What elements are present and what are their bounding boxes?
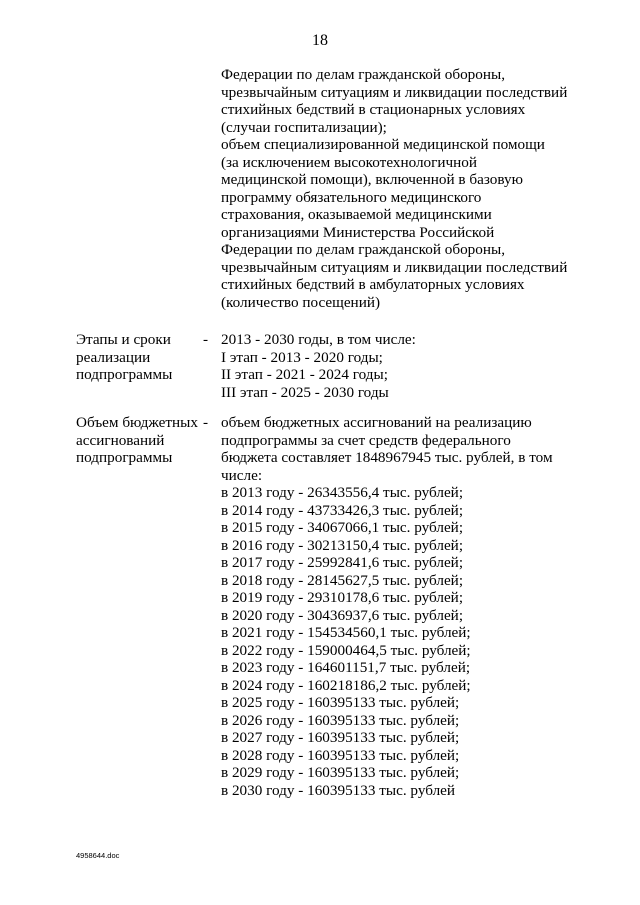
budget-year-line: в 2018 году - 28145627,5 тыс. рублей; xyxy=(221,571,464,589)
budget-year-line: в 2030 году - 160395133 тыс. рублей xyxy=(221,781,456,799)
intro-line: программу обязательного медицинского xyxy=(221,188,482,206)
stages-label xyxy=(76,331,201,384)
budget-year-line: в 2014 году - 43733426,3 тыс. рублей; xyxy=(221,501,464,519)
budget-label-line: ассигнований xyxy=(76,431,165,449)
budget-year-line: в 2029 году - 160395133 тыс. рублей; xyxy=(221,764,460,781)
intro-text xyxy=(221,66,601,311)
budget-dash: - xyxy=(203,414,209,431)
budget-year-line: в 2013 году - 26343556,4 тыс. рублей; xyxy=(221,484,464,501)
budget-year-line: в 2022 году - 159000464,5 тыс. рублей; xyxy=(221,641,471,659)
budget-year-line: в 2023 году - 164601151,7 тыс. рублей; xyxy=(221,659,471,676)
stages-label-line: реализации xyxy=(76,348,151,366)
budget-year-line: в 2016 году - 30213150,4 тыс. рублей; xyxy=(221,536,464,554)
budget-year-line: в 2026 году - 160395133 тыс. рублей; xyxy=(221,711,460,729)
stages-value-line: II этап - 2021 - 2024 годы; xyxy=(221,366,388,383)
intro-line: чрезвычайным ситуациям и ликвидации последствий xyxy=(221,83,568,101)
intro-line: медицинской помощи), включенной в базовую xyxy=(221,171,523,188)
budget-value xyxy=(221,414,601,799)
page-number: 18 xyxy=(312,32,328,49)
stages-value-line: 2013 - 2030 годы, в том числе: xyxy=(221,331,416,348)
budget-year-line: в 2028 году - 160395133 тыс. рублей; xyxy=(221,746,460,764)
budget-year-line: в 2017 году - 25992841,6 тыс. рублей; xyxy=(221,554,464,571)
budget-year-line: в 2025 году - 160395133 тыс. рублей; xyxy=(221,694,460,711)
stages-label-line: Этапы и сроки xyxy=(76,331,171,348)
budget-year-line: в 2019 году - 29310178,6 тыс. рублей; xyxy=(221,589,464,606)
budget-year-line: в 2021 году - 154534560,1 тыс. рублей; xyxy=(221,624,471,641)
stages-label-line: подпрограммы xyxy=(76,366,173,383)
stages-value-line: I этап - 2013 - 2020 годы; xyxy=(221,348,383,366)
budget-label-line: Объем бюджетных xyxy=(76,414,198,431)
intro-line: объем специализированной медицинской помощи xyxy=(221,136,545,153)
budget-value-line: объем бюджетных ассигнований на реализацию xyxy=(221,414,532,431)
intro-line: Федерации по делам гражданской обороны, xyxy=(221,66,505,83)
budget-value-line: числе: xyxy=(221,466,263,484)
intro-line: (случаи госпитализации); xyxy=(221,118,387,136)
file-name-footer: 4958644.doc xyxy=(76,851,120,860)
intro-line: (количество посещений) xyxy=(221,293,381,311)
budget-year-line: в 2024 году - 160218186,2 тыс. рублей; xyxy=(221,676,471,694)
budget-year-line: в 2015 году - 34067066,1 тыс. рублей; xyxy=(221,519,464,536)
intro-line: стихийных бедствий в амбулаторных условиях xyxy=(221,276,525,293)
budget-label xyxy=(76,414,201,467)
intro-line: чрезвычайным ситуациям и ликвидации последствий xyxy=(221,258,568,276)
intro-line: Федерации по делам гражданской обороны, xyxy=(221,241,505,258)
intro-line: страхования, оказываемой медицинскими xyxy=(221,206,492,223)
stages-dash: - xyxy=(203,331,209,348)
budget-year-line: в 2020 году - 30436937,6 тыс. рублей; xyxy=(221,606,464,624)
budget-year-line: в 2027 году - 160395133 тыс. рублей; xyxy=(221,729,460,746)
intro-line: (за исключением высокотехнологичной xyxy=(221,153,477,171)
budget-label-line: подпрограммы xyxy=(76,449,173,466)
stages-value xyxy=(221,331,601,401)
budget-value-line: бюджета составляет 1848967945 тыс. рублей, в том xyxy=(221,449,553,466)
stages-value-line: III этап - 2025 - 2030 годы xyxy=(221,383,389,401)
intro-line: организациями Министерства Российской xyxy=(221,223,495,241)
budget-value-line: подпрограммы за счет средств федерального xyxy=(221,431,511,449)
intro-line: стихийных бедствий в стационарных условиях xyxy=(221,101,526,118)
